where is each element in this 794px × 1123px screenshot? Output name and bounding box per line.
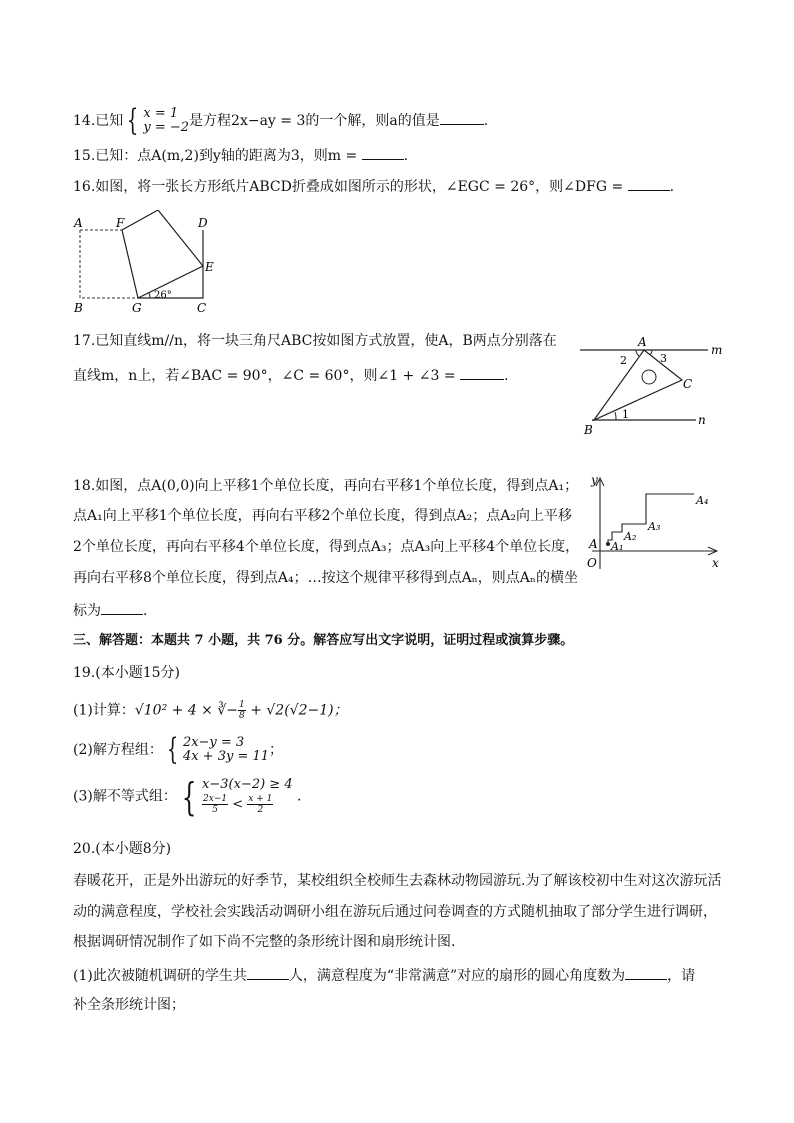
q20-question1-line2	[73, 996, 185, 1014]
q19-p3-f1-num: 2x−1	[203, 794, 228, 804]
q19-p3-f2-num: x + 1	[248, 794, 273, 804]
q16-label-e: E	[205, 260, 214, 274]
q20-title: 20.(本小题8分)	[73, 841, 172, 857]
question-18-line2	[73, 507, 572, 525]
q20-count-blank[interactable]	[247, 965, 289, 980]
question-18-line3	[73, 538, 579, 556]
q20-question1	[73, 965, 695, 985]
q18-axis-y: y	[591, 474, 598, 487]
q17-label-a: A	[638, 335, 647, 349]
q17-label-c: C	[683, 377, 693, 391]
q16-label-c: C	[197, 301, 207, 315]
question-19-title	[73, 664, 180, 682]
q16-label-f: F	[116, 216, 125, 230]
q18-line5: 标为	[73, 603, 101, 619]
q19-p3-row1: x−3(x−2) ≥ 4	[202, 777, 293, 792]
q18-suffix: .	[143, 603, 148, 619]
question-18-line5	[73, 600, 147, 620]
q19-p2-row2: 4x + 3y = 11	[182, 749, 270, 764]
q15-answer-blank[interactable]	[362, 145, 404, 160]
q20-q1-part-a: (1)此次被随机调研的学生共	[73, 968, 247, 984]
q17-label-m: m	[711, 343, 723, 357]
q18-label-a3: A₃	[648, 520, 661, 533]
q19-p3-prefix: (3)解不等式组：	[73, 788, 177, 805]
q19-p2-row1: 2x−y = 3	[182, 735, 245, 750]
question-18-line1	[73, 477, 578, 495]
q18-line1: 18.如图，点A(0,0)向上平移1个单位长度，再向右平移1个单位长度，得到点A₁；	[73, 478, 579, 494]
q18-figure	[584, 474, 734, 574]
q19-p2-prefix: (2)解方程组：	[73, 742, 163, 758]
q18-label-a4: A₄	[696, 494, 709, 507]
q19-part2	[73, 732, 284, 767]
q18-origin: O	[587, 556, 597, 570]
q19-p3-lt: <	[232, 797, 244, 812]
q17-angle-2: 2	[620, 354, 627, 367]
q19-p3-suffix: .	[297, 788, 302, 805]
q17-angle-1: 1	[622, 408, 629, 421]
q19-part1	[73, 700, 348, 721]
q18-axis-x: x	[712, 556, 719, 570]
q17-line1: 17.已知直线m//n，将一块三角尺ABC按如图方式放置，使A，B两点分别落在	[73, 333, 557, 349]
q16-label-d: D	[198, 216, 208, 230]
question-16	[73, 176, 674, 196]
q16-text: 16.如图，将一张长方形纸片ABCD折叠成如图所示的形状，∠EGC = 26°，则∠DFG =	[73, 179, 624, 195]
q18-label-a1: A₁	[611, 540, 624, 553]
q20-line2-text: 动的满意程度，学校社会实践活动调研小组在游玩后通过问卷调查的方式随机抽取了部分学生进行调研，	[73, 904, 717, 920]
q20-angle-blank[interactable]	[625, 965, 667, 980]
q16-figure	[70, 210, 230, 316]
section-3-text: 三、解答题：本题共 7 小题，共 76 分。解答应写出文字说明，证明过程或演算步骤。	[73, 633, 574, 648]
q20-q1-line2-text: 补全条形统计图；	[73, 997, 185, 1013]
q19-p2-system: { 2x−y = 3 4x + 3y = 11	[166, 732, 270, 767]
q16-suffix: .	[669, 179, 675, 195]
q20-line3-text: 根据调研情况制作了如下尚不完整的条形统计图和扇形统计图.	[73, 934, 456, 950]
q17-label-b: B	[584, 423, 593, 437]
q18-line4: 再向右平移8个单位长度，得到点A₄；…按这个规律平移得到点Aₙ，则点Aₙ的横坐	[73, 570, 578, 586]
q18-line2: 点A₁向上平移1个单位长度，再向右平移2个单位长度，得到点A₂；点A₂向上平移	[73, 508, 572, 524]
q19-part3	[73, 774, 302, 819]
question-15	[73, 145, 408, 165]
q19-p2-suffix: ；	[269, 742, 284, 758]
q14-sys-row1: x = 1	[143, 106, 179, 121]
q17-answer-blank[interactable]	[460, 365, 504, 380]
q19-p1-fraction	[238, 700, 246, 721]
q17-label-n: n	[698, 413, 706, 427]
question-17-line2	[73, 365, 508, 385]
q20-line1-text: 春暖花开，正是外出游玩的好季节，某校组织全校师生去森林动物园游玩.为了解该校初中生对这次游玩活	[73, 873, 722, 889]
q20-line2	[73, 903, 717, 921]
q19-p3-f1-den: 5	[212, 805, 218, 815]
q18-line3: 2个单位长度，再向右平移4个单位长度，得到点A₃；点A₃向上平移4个单位长度，	[73, 539, 580, 555]
q18-answer-blank[interactable]	[101, 600, 143, 615]
q19-p1-expr-b: + √2(√2−1)；	[245, 702, 348, 719]
q17-figure	[578, 332, 728, 438]
q14-sys-row2: y = −2	[143, 120, 190, 135]
question-20-title	[73, 840, 171, 858]
q19-p1-expr-a: √10² + 4 × ∛−	[134, 702, 239, 719]
q18-label-a2: A₂	[624, 530, 637, 543]
q17-angle-3: 3	[660, 352, 667, 365]
q19-p1-prefix: (1)计算：	[73, 702, 135, 719]
q15-text: 15.已知：点A(m,2)到y轴的距离为3，则m =	[73, 148, 358, 164]
q14-answer-blank[interactable]	[440, 110, 484, 125]
section-3-heading	[73, 632, 573, 650]
q14-suffix: .	[483, 113, 489, 129]
q16-label-g: G	[132, 301, 142, 315]
question-17-line1	[73, 332, 557, 350]
q15-suffix: .	[403, 148, 409, 164]
q14-prefix: 14.已知	[73, 113, 124, 129]
q16-label-a: A	[74, 216, 83, 230]
q19-p3-system: { x−3(x−2) ≥ 4 $\frac{2x-1}{5}$ < $\frac{x + 1}{2}$	[181, 774, 293, 819]
q16-label-b: B	[74, 301, 83, 315]
q14-text: 是方程2x−ay = 3的一个解，则a的值是	[189, 113, 440, 129]
q19-title: 19.(本小题15分)	[73, 665, 181, 681]
q19-p1-frac-num: 1	[239, 700, 245, 710]
q19-p1-frac-den: 8	[239, 711, 245, 721]
q20-q1-part-c: ，请	[667, 968, 696, 984]
q19-p3-f2-den: 2	[257, 805, 264, 815]
q20-line1	[73, 872, 721, 890]
q16-answer-blank[interactable]	[628, 176, 670, 191]
question-14	[73, 103, 489, 138]
q17-line2: 直线m，n上，若∠BAC = 90°，∠C = 60°，则∠1 + ∠3 =	[73, 368, 456, 384]
q20-q1-part-b: 人，满意程度为“非常满意”对应的扇形的圆心角度数为	[288, 968, 626, 984]
q16-angle-label: 26°	[154, 290, 172, 301]
q18-label-a: A	[589, 537, 598, 551]
q20-line3	[73, 933, 455, 951]
q14-equation-system: { x = 1 y = −2	[127, 103, 190, 138]
q17-suffix: .	[504, 368, 509, 384]
question-18-line4	[73, 569, 578, 587]
